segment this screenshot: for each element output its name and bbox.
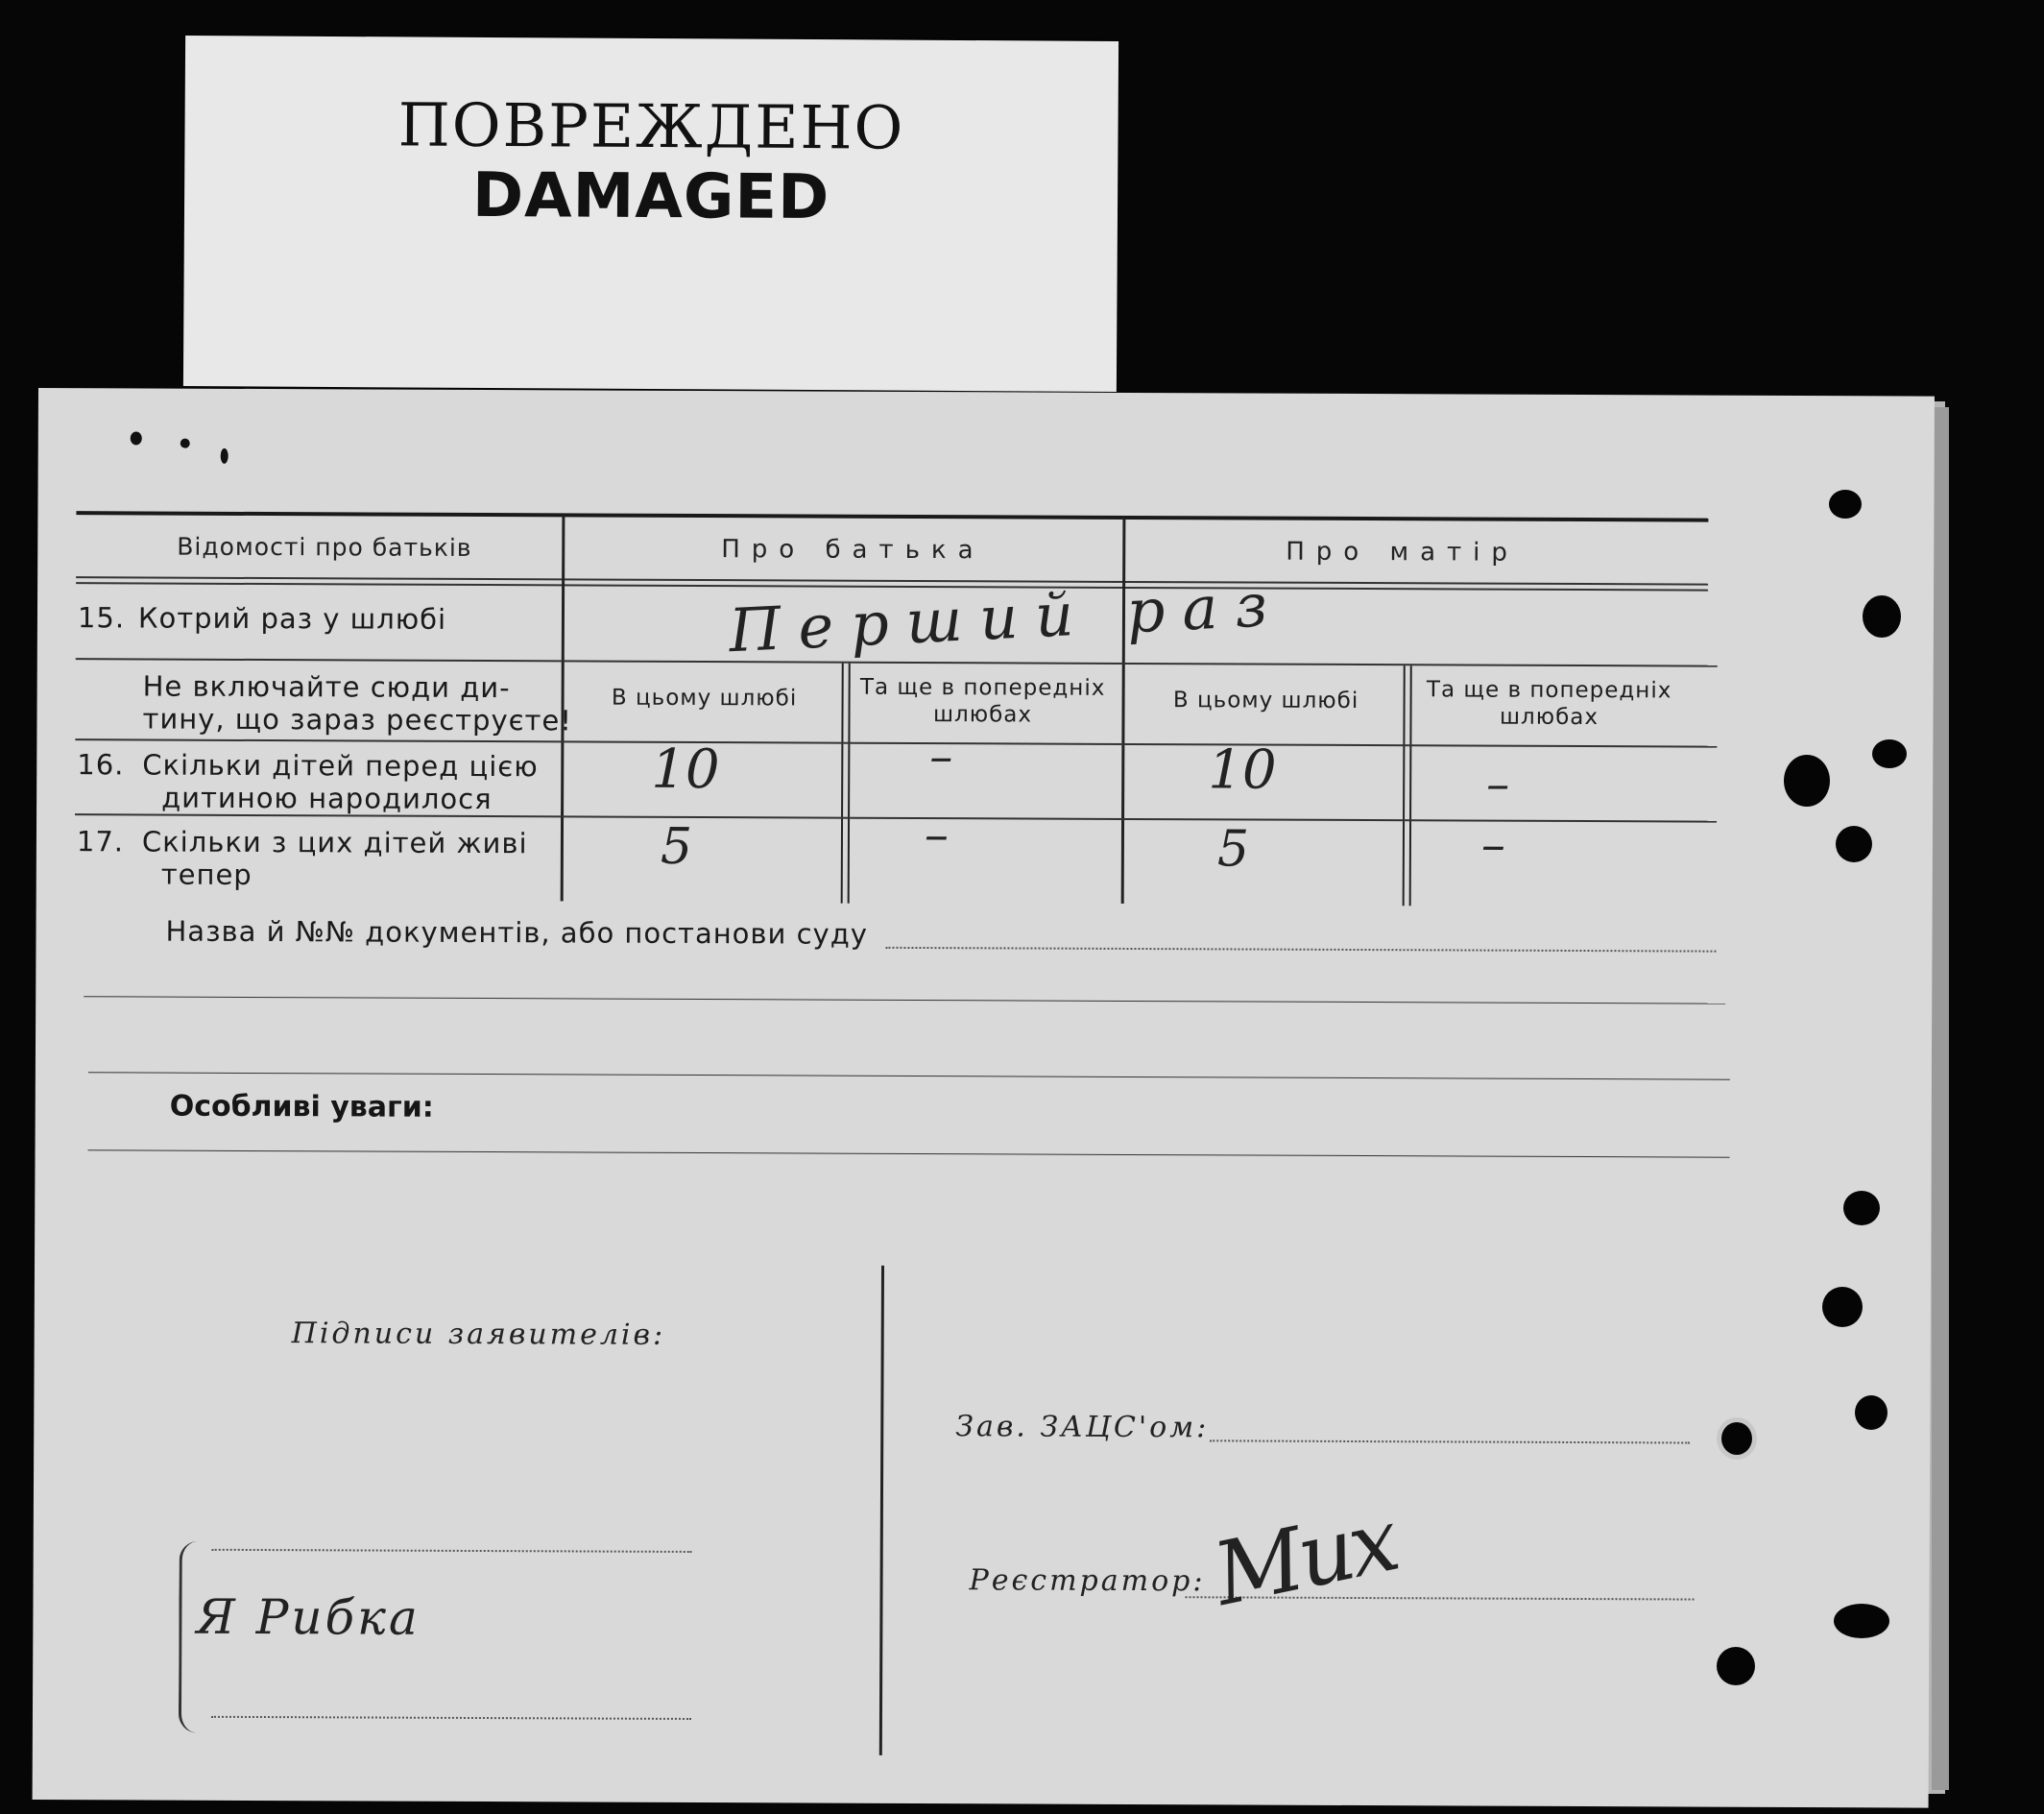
applicant-signature: Я Рибка <box>196 1588 421 1646</box>
father-this-marriage-header: В цьому шлюбі <box>611 685 798 712</box>
page-stack-edge-dark <box>1932 407 1949 1790</box>
row17-father-prev: – <box>924 807 950 863</box>
special-notes-label: Особливі уваги: <box>169 1089 434 1125</box>
row16-rule <box>75 813 1717 822</box>
row16-mother-prev: – <box>1486 757 1510 811</box>
row16-label-line2: дитиною народилося <box>161 781 493 816</box>
punch-hole <box>1834 1604 1889 1638</box>
punch-hole <box>1855 1395 1888 1430</box>
ink-blot <box>180 439 190 448</box>
header-mother: Про матір <box>1286 537 1519 568</box>
row15-number: 15. <box>77 601 126 635</box>
note-line2: тину, що зараз реєструєте! <box>142 702 573 738</box>
documents-dotted-line <box>885 947 1716 953</box>
head-label: Зав. ЗАЦС'ом: <box>955 1410 1210 1445</box>
punch-hole <box>1843 1191 1880 1225</box>
row16-father-prev: – <box>929 730 953 785</box>
row17-father-this: 5 <box>660 817 693 876</box>
row15-label: Котрий раз у шлюбі <box>137 601 447 636</box>
registrar-label: Реєстратор: <box>969 1563 1206 1599</box>
row16-mother-this: 10 <box>1208 738 1277 802</box>
header-info: Відомості про батьків <box>177 532 472 562</box>
punch-hole <box>1836 826 1872 862</box>
row15-answer-handwritten: Перший раз <box>727 568 1287 666</box>
registrar-signature: Мих <box>1205 1489 1405 1626</box>
row16-number: 16. <box>77 748 125 782</box>
signature-divider <box>879 1266 884 1755</box>
table-top-rule <box>76 511 1708 521</box>
mother-prev-marriages-header: Та ще в попередніх шлюбах <box>1426 677 1672 731</box>
row17-mother-this: 5 <box>1216 820 1250 879</box>
punch-hole <box>1863 595 1901 638</box>
row17-label-line1: Скільки з цих дітей живі <box>141 825 528 860</box>
row16-label-line1: Скільки дітей перед цією <box>142 748 539 784</box>
punch-hole <box>1717 1417 1757 1460</box>
mother-this-marriage-header: В цьому шлюбі <box>1172 688 1359 714</box>
row17-number: 17. <box>76 825 125 859</box>
documents-label: Назва й №№ документів, або постанови суду <box>165 914 869 951</box>
documents-rule-1 <box>84 996 1725 1004</box>
row16-father-this: 10 <box>651 738 720 802</box>
applicants-label: Підписи заявителів: <box>291 1317 666 1352</box>
punch-hole <box>1829 490 1862 519</box>
row17-mother-prev: – <box>1480 816 1506 873</box>
form-sheet <box>33 388 1935 1808</box>
damaged-label-en: DAMAGED <box>471 159 830 234</box>
punch-hole <box>1784 755 1830 807</box>
father-subcol-divider <box>841 664 851 904</box>
row15-rule <box>76 658 1718 666</box>
damaged-label-card <box>183 36 1118 392</box>
punch-hole <box>1872 739 1907 768</box>
damaged-label-ru: ПОВРЕЖДЕНО <box>397 89 905 163</box>
punch-hole <box>1717 1647 1755 1685</box>
col-divider-parents <box>1121 518 1126 904</box>
head-dotted-line <box>1210 1439 1690 1443</box>
note-line1: Не включайте сюди ди- <box>142 669 511 705</box>
father-prev-marriages-header: Та ще в попередніх шлюбах <box>859 674 1106 728</box>
punch-hole <box>1822 1287 1863 1327</box>
header-father: Про батька <box>721 535 985 566</box>
mother-subcol-divider <box>1403 665 1412 906</box>
ink-blot <box>131 431 142 445</box>
row17-label-line2: тепер <box>160 858 252 891</box>
applicant-line-1 <box>212 1549 692 1553</box>
note-rule <box>75 738 1717 747</box>
applicant-line-2 <box>211 1716 691 1720</box>
ink-blot <box>221 448 228 464</box>
special-notes-rule <box>88 1149 1730 1157</box>
documents-rule-2 <box>88 1072 1730 1079</box>
